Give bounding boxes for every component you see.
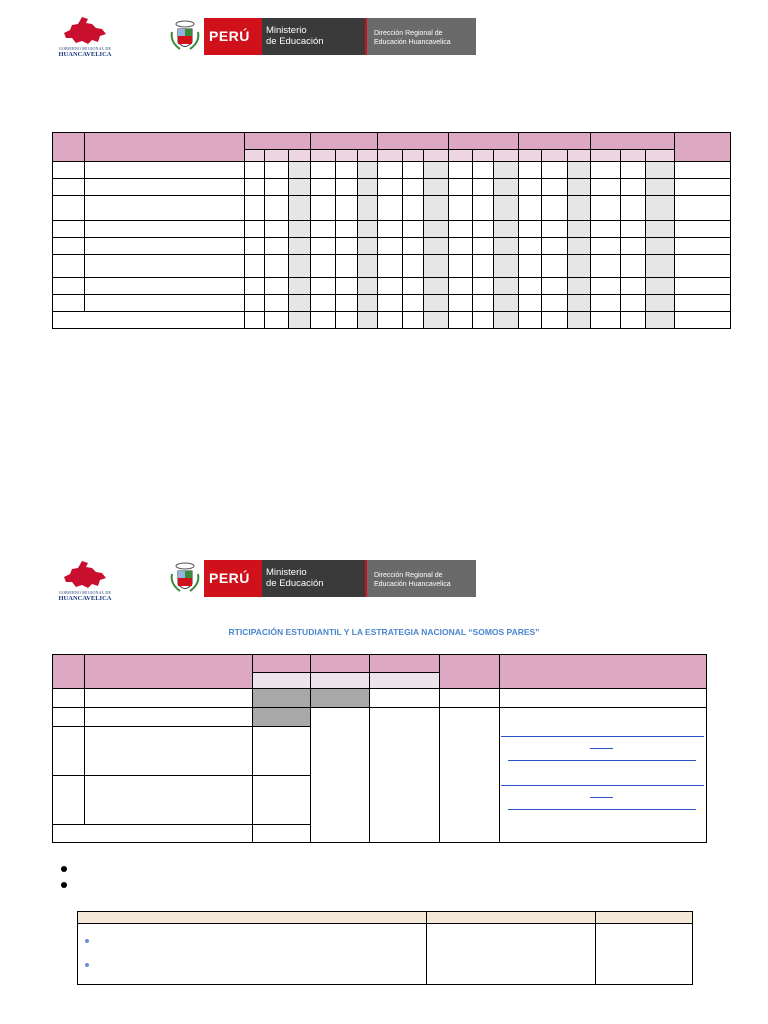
table-2-header-row	[53, 655, 707, 673]
link-underline[interactable]	[590, 748, 613, 749]
peru-banner: PERÚ	[204, 18, 428, 55]
huancavelica-map-icon	[62, 16, 108, 46]
table-row	[53, 689, 707, 708]
huancavelica-map-icon	[62, 560, 108, 590]
link-underline[interactable]	[590, 797, 613, 798]
ministerio-banner: Ministerio de Educación	[262, 18, 365, 55]
table-row	[53, 179, 731, 196]
table-row	[53, 196, 731, 221]
table-row	[53, 278, 731, 295]
bullet-point	[85, 939, 89, 943]
table-3-header-row	[78, 912, 693, 924]
ministerio-logo	[168, 560, 476, 597]
link-underline[interactable]	[508, 760, 696, 761]
header-group	[244, 133, 310, 150]
gobierno-regional-logo: GOBIERNO REGIONAL DE HUANCAVELICA	[52, 560, 118, 604]
table-1	[52, 132, 731, 329]
section-title: RTICIPACIÓN ESTUDIANTIL Y LA ESTRATEGIA NACIONAL “SOMOS PARES”	[228, 627, 540, 637]
header-cell	[674, 133, 730, 162]
gobierno-regional-logo: GOBIERNO REGIONAL DE HUANCAVELICA	[52, 16, 118, 60]
header-group	[377, 133, 448, 150]
peru-banner: PERÚ	[204, 560, 428, 597]
header-cell	[53, 133, 85, 162]
peru-shield-icon	[168, 560, 203, 597]
bullet-point	[61, 882, 67, 888]
direccion-regional-banner: Dirección Regional de Educación Huancavelica	[367, 18, 476, 55]
table-1-header-row	[53, 133, 731, 150]
direccion-regional-banner: Dirección Regional de Educación Huancavelica	[367, 560, 476, 597]
table-row	[78, 924, 693, 985]
table-row	[53, 295, 731, 312]
table-row	[53, 255, 731, 278]
table-row	[53, 238, 731, 255]
table-3	[77, 911, 693, 985]
link-underline[interactable]	[501, 785, 704, 786]
table-row	[53, 221, 731, 238]
header-cell	[85, 133, 244, 162]
link-underline[interactable]	[508, 809, 696, 810]
table-row	[53, 162, 731, 179]
bullet-point	[61, 866, 67, 872]
header-group	[449, 133, 519, 150]
header-group	[310, 133, 377, 150]
link-area	[500, 708, 706, 840]
header-group	[591, 133, 674, 150]
ministerio-logo	[168, 18, 476, 55]
table-total-row	[53, 312, 731, 329]
header-group	[519, 133, 591, 150]
header-logos-2	[0, 560, 768, 620]
bullet-point	[85, 963, 89, 967]
ministerio-banner: Ministerio de Educación	[262, 560, 365, 597]
table-row	[53, 708, 707, 727]
link-underline[interactable]	[501, 736, 704, 737]
peru-shield-icon	[168, 18, 203, 55]
header-logos	[0, 16, 768, 76]
table-2	[52, 654, 707, 843]
